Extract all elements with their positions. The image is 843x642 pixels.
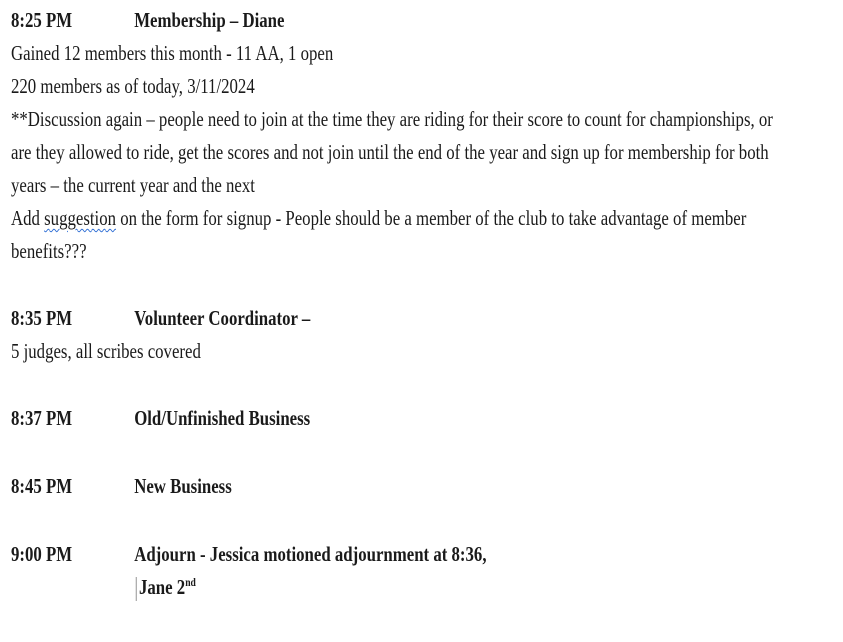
- blank-line: [11, 503, 667, 538]
- spellcheck-flagged-word[interactable]: suggestion: [44, 206, 117, 230]
- suggestion-rest: on the form for signup - People should be a member of the club to take advantage of member: [116, 206, 747, 230]
- adjourn-second-sup: nd: [185, 575, 196, 589]
- meeting-minutes-document: [11, 4, 773, 604]
- adjourn-heading: [11, 538, 667, 571]
- membership-title: Membership – Diane: [134, 8, 285, 32]
- membership-time: 8:25 PM: [11, 8, 73, 32]
- new-business-time: 8:45 PM: [11, 474, 73, 498]
- volunteer-time: 8:35 PM: [11, 306, 73, 330]
- old-business-time: 8:37 PM: [11, 406, 73, 430]
- suggestion-prefix: Add: [11, 206, 45, 230]
- membership-suggestion-line-2: benefits???: [11, 239, 87, 263]
- text-cursor: [136, 577, 137, 601]
- membership-heading: [11, 4, 667, 37]
- adjourn-second-text: Jane 2: [139, 575, 186, 599]
- new-business-heading: [11, 470, 667, 503]
- membership-suggestion-line: [11, 202, 747, 235]
- adjourn-second-line: [11, 571, 667, 604]
- membership-line-1: Gained 12 members this month - 11 AA, 1 open: [11, 41, 334, 65]
- membership-line-4: are they allowed to ride, get the scores and not join until the end of the year and sign up for membership for both: [11, 140, 769, 164]
- volunteer-title: Volunteer Coordinator –: [134, 306, 311, 330]
- membership-line-5: years – the current year and the next: [11, 173, 255, 197]
- old-business-heading: [11, 402, 667, 435]
- adjourn-title: Adjourn - Jessica motioned adjournment at 8:36,: [134, 542, 487, 566]
- old-business-title: Old/Unfinished Business: [134, 406, 311, 430]
- blank-line: [11, 268, 667, 302]
- new-business-title: New Business: [134, 474, 232, 498]
- blank-line: [11, 435, 667, 470]
- membership-line-3: **Discussion again – people need to join at the time they are riding for their score to count for championships, or: [11, 107, 773, 131]
- volunteer-line: 5 judges, all scribes covered: [11, 339, 201, 363]
- membership-line-2: 220 members as of today, 3/11/2024: [11, 74, 255, 98]
- volunteer-heading: [11, 302, 667, 335]
- blank-line: [11, 368, 667, 402]
- adjourn-time: 9:00 PM: [11, 542, 73, 566]
